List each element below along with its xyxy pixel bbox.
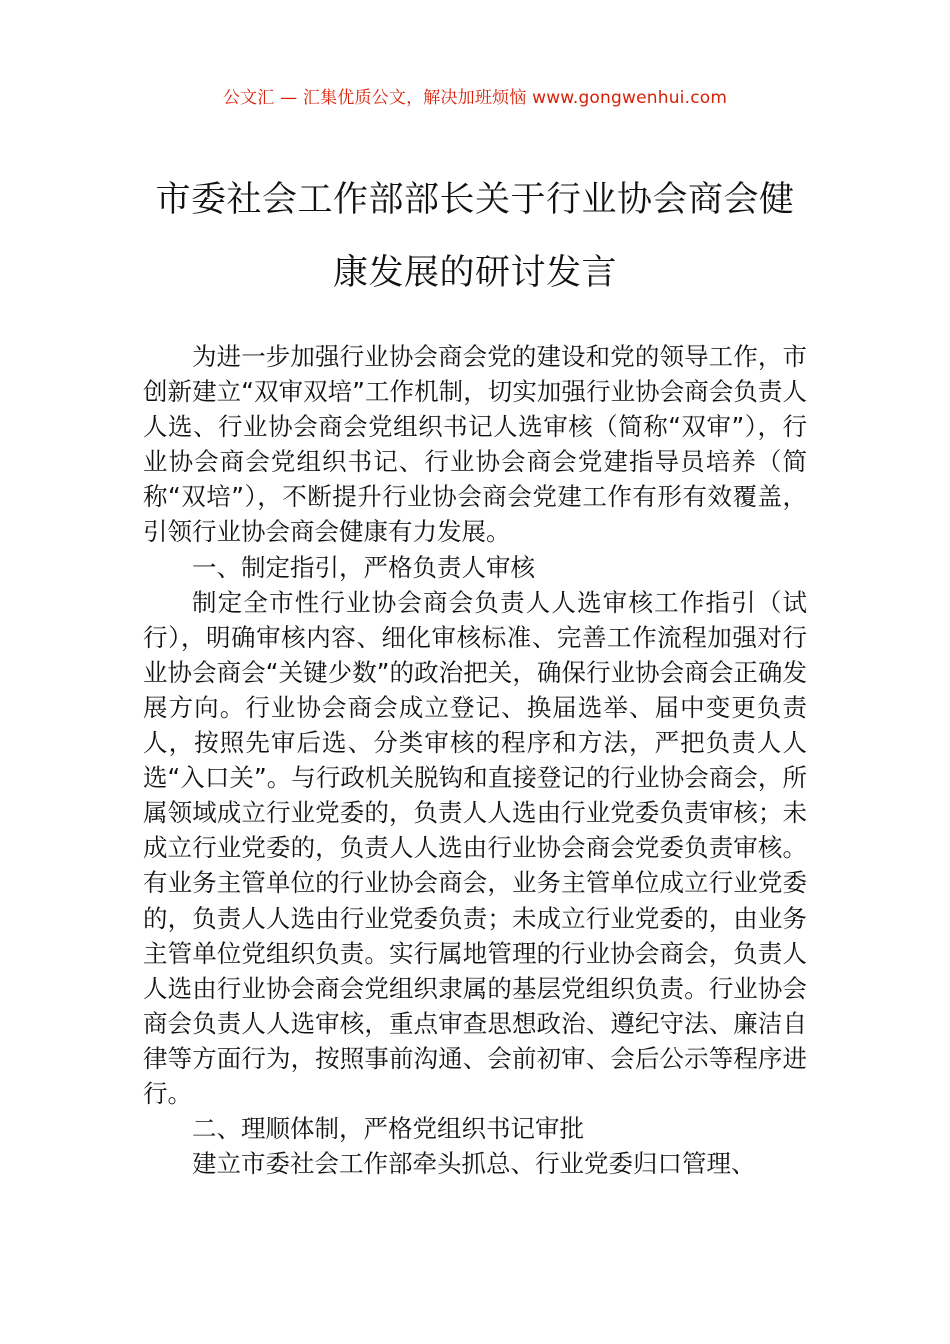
document-title-line-2: 康发展的研讨发言 xyxy=(332,253,617,293)
section-heading-2: 二、理顺体制，严格党组织书记审批 xyxy=(192,1114,584,1144)
document-body xyxy=(143,339,807,1181)
section-2-paragraph: 建立市委社会工作部牵头抓总、行业党委归口管理、 xyxy=(192,1149,756,1179)
document-title-line-1: 市委社会工作部部长关于行业协会商会健 xyxy=(155,180,795,220)
section-1-paragraph: 制定全市性行业协会商会负责人人选审核工作指引（试行），明确审核内容、细化审核标准、完善工作流程加强对行业协会商会“关键少数”的政治把关，确保行业协会商会正确发展方向。行业协会商会成立登记、换届选举、届中变更负责人，按照先审后选、分类审核的程序和方法，严把负责人人选“入口关”。与行政机关脱钩和直接登记的行业协会商会，所属领域成立行业党委的，负责人人选由行业党委负责审核；未成立行业党委的，负责人人选由行业协会商会党委负责审核。有业务主管单位的行业协会商会，业务主管单位成立行业党委的，负责人人选由行业党委负责；未成立行业党委的，由业务主管单位党组织负责。实行属地管理的行业协会商会，负责人人选由行业协会商会党组织隶属的基层党组织负责。行业协会商会负责人人选审核，重点审查思想政治、遵纪守法、廉洁自律等方面行为，按照事前沟通、会前初审、会后公示等程序进行。 xyxy=(143,587,807,1108)
intro-paragraph: 为进一步加强行业协会商会党的建设和党的领导工作，市创新建立“双审双培”工作机制，切实加强行业协会商会负责人人选、行业协会商会党组织书记人选审核（简称“双审”），行业协会商会党组织书记、行业协会商会党建指导员培养（简称“双培”），不断提升行业协会商会党建工作有形有效覆盖，引领行业协会商会健康有力发展。 xyxy=(143,342,807,547)
header-banner: 公文汇 — 汇集优质公文，解决加班烦恼 www.gongwenhui.com xyxy=(222,88,728,108)
section-heading-1: 一、制定指引，严格负责人审核 xyxy=(192,552,535,582)
